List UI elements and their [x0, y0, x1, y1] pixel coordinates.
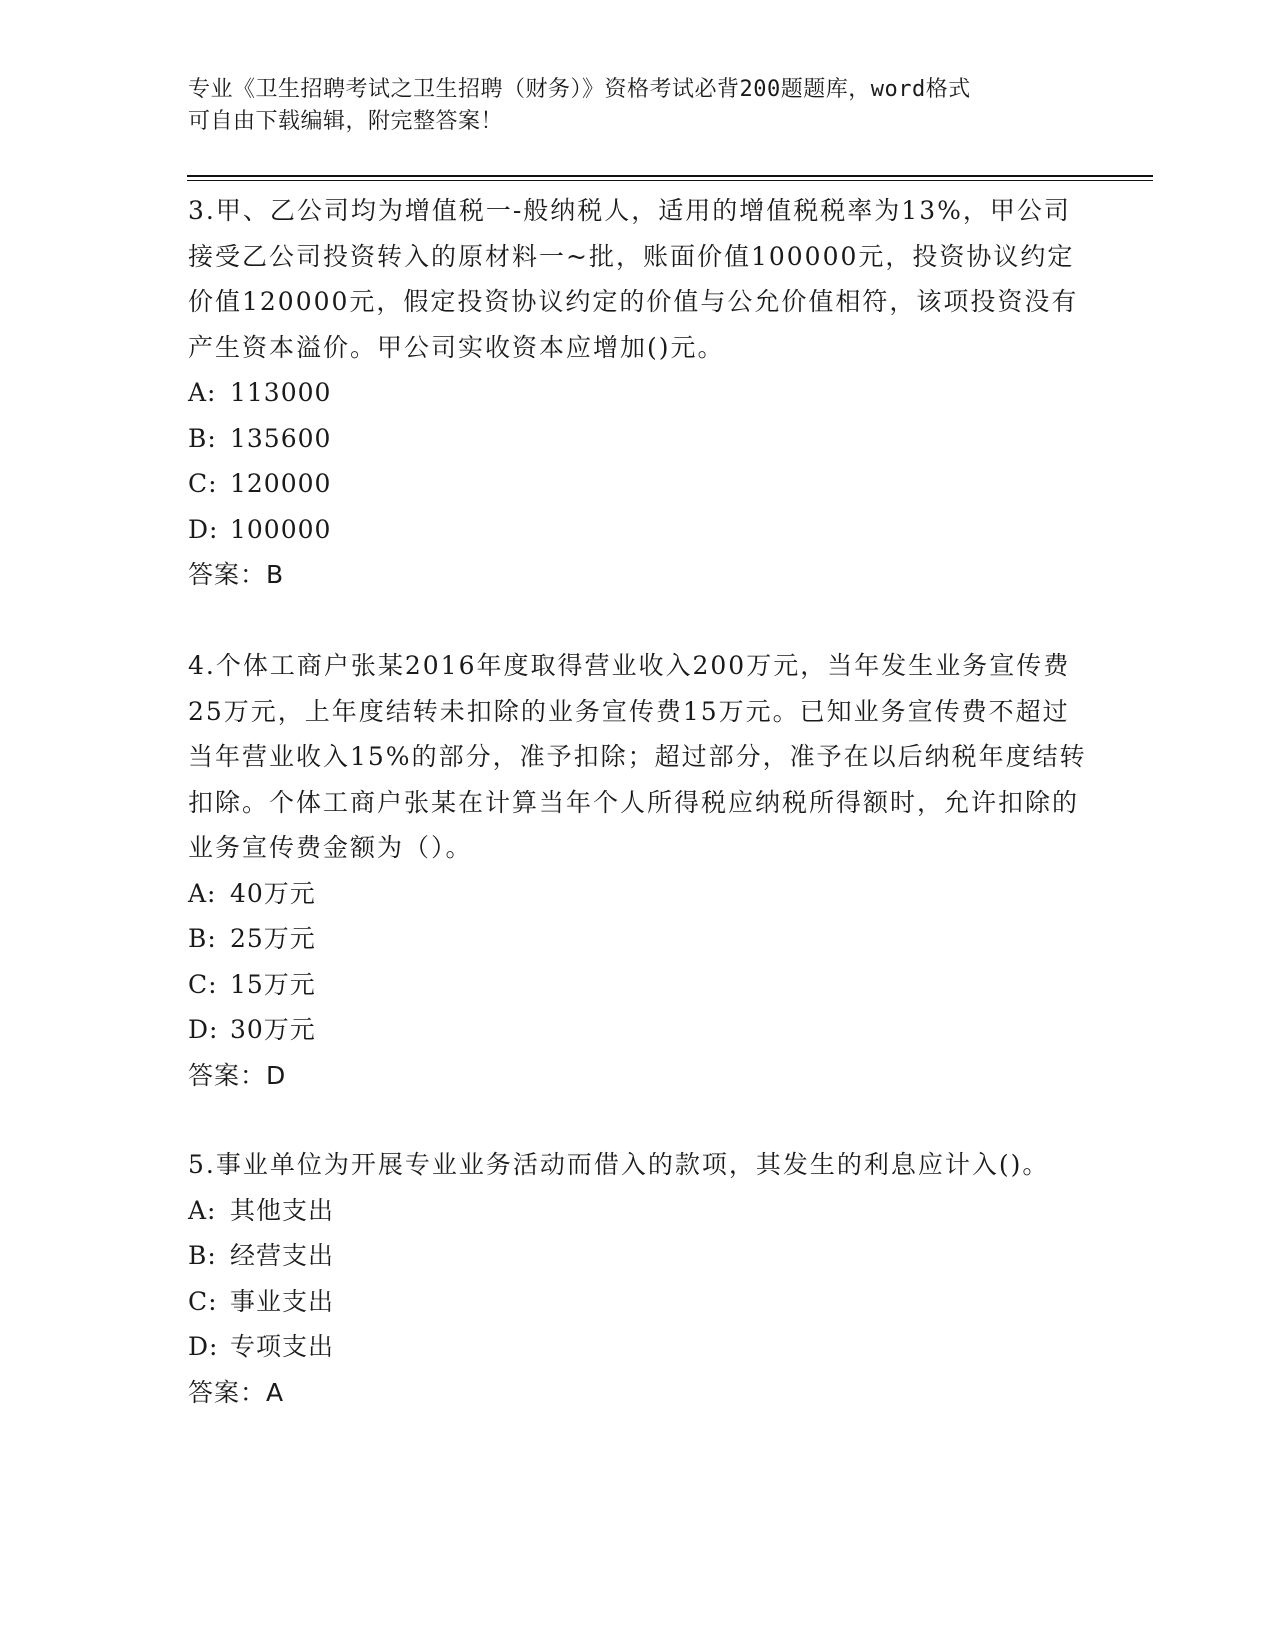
option-text: 其他支出 — [230, 1195, 335, 1225]
question-block — [188, 1142, 1088, 1415]
option-b — [188, 1233, 1088, 1279]
option-c — [188, 1279, 1088, 1325]
option-letter: A: — [188, 378, 217, 407]
option-c — [188, 461, 1088, 507]
question-stem: 5.事业单位为开展专业业务活动而借入的款项，其发生的利息应计入()。 — [188, 1150, 1050, 1179]
question-stem: 3.甲、乙公司均为增值税一-般纳税人，适用的增值税税率为13%，甲公司接受乙公司投资转入的原材料一~批，账面价值100000元，投资协议约定价值120000元，假定投资协议约定的价值与公允价值相符，该项投资没有产生资本溢价。甲公司实收资本应增加()元。 — [188, 196, 1079, 362]
option-text: 120000 — [230, 469, 332, 498]
option-a — [188, 370, 1088, 416]
option-d — [188, 1007, 1088, 1053]
option-text: 事业支出 — [230, 1286, 335, 1316]
answer-line: 答案：B — [188, 560, 285, 589]
option-c — [188, 962, 1088, 1008]
question-block — [188, 188, 1088, 598]
option-letter: B: — [188, 423, 217, 453]
document-header — [188, 74, 1068, 138]
option-b — [188, 416, 1088, 462]
header-title-line-1: 专业《卫生招聘考试之卫生招聘（财务）》资格考试必背200题题库，word格式 — [188, 77, 971, 102]
option-text: 100000 — [230, 514, 332, 544]
option-text: 135600 — [230, 423, 332, 453]
option-text: 40万元 — [230, 878, 316, 908]
option-text: 15万元 — [230, 969, 316, 999]
option-text: 30万元 — [230, 1015, 316, 1044]
option-d — [188, 1324, 1088, 1370]
option-text: 经营支出 — [230, 1241, 335, 1270]
option-letter: D: — [188, 514, 219, 544]
option-letter: B: — [188, 924, 217, 953]
option-letter: A: — [188, 1195, 217, 1225]
question-block — [188, 643, 1088, 1098]
header-divider — [187, 175, 1153, 181]
option-d — [188, 507, 1088, 553]
option-letter: C: — [188, 469, 218, 498]
option-letter: D: — [188, 1015, 219, 1044]
option-letter: C: — [188, 969, 218, 999]
option-letter: A: — [188, 878, 217, 908]
answer-line: 答案：A — [188, 1377, 285, 1407]
option-letter: C: — [188, 1286, 218, 1316]
option-letter: B: — [188, 1241, 217, 1270]
question-stem: 4.个体工商户张某2016年度取得营业收入200万元，当年发生业务宣传费25万元，上年度结转未扣除的业务宣传费15万元。已知业务宣传费不超过当年营业收入15%的部分，准予扣除；超过部分，准予在以后纳税年度结转扣除。个体工商户张某在计算当年个人所得税应纳税所得额时，允许扣除的业务宣传费金额为（）。 — [188, 651, 1087, 862]
header-title-line-2: 可自由下载编辑，附完整答案！ — [188, 109, 504, 134]
answer-line: 答案：D — [188, 1060, 287, 1090]
option-text: 专项支出 — [230, 1332, 335, 1361]
option-text: 113000 — [230, 378, 332, 407]
option-letter: D: — [188, 1332, 219, 1361]
option-b — [188, 916, 1088, 962]
option-text: 25万元 — [230, 924, 316, 953]
option-a — [188, 1188, 1088, 1234]
option-a — [188, 871, 1088, 917]
